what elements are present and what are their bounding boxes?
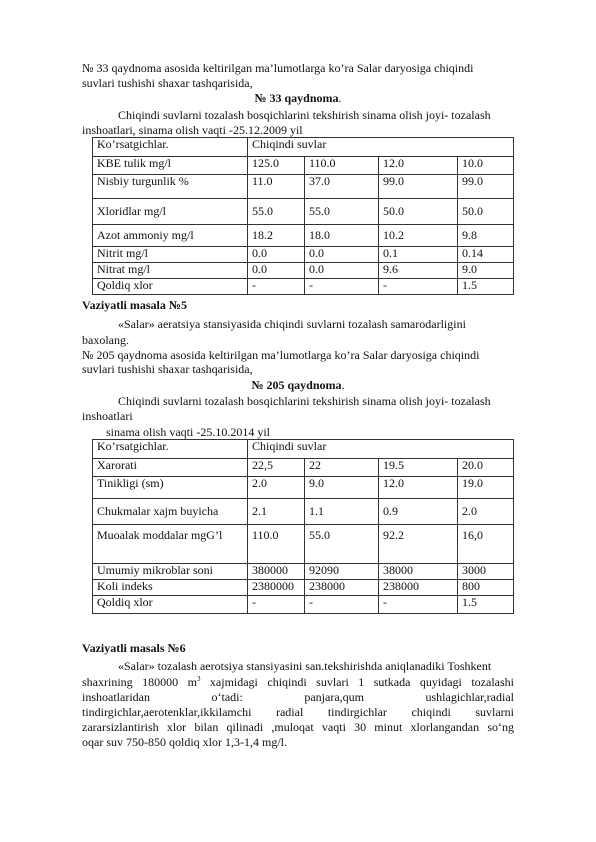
- table-row: [93, 157, 514, 175]
- table-cell: 9.8: [458, 225, 514, 247]
- table-cell: 19.5: [379, 459, 458, 477]
- table-cell: 16,0: [458, 525, 514, 564]
- section2-sub-line1: «Salar» aeratsiya stansiyasida chiqindi suvlarni tozalash samarodarligini: [118, 317, 466, 331]
- section2-desc-line1: Chiqindi suvlarni tozalash bosqichlarini tekshirish sinama olish joyi- tozalash: [118, 394, 491, 408]
- table-header-cell: Ko’rsatgichlar.: [93, 440, 248, 459]
- table-cell: Xloridlar mg/l: [93, 199, 248, 225]
- table-cell: 1.5: [458, 279, 514, 295]
- table-row: [93, 279, 514, 295]
- table-cell: -: [305, 279, 379, 295]
- table-cell: Nitrat mg/l: [93, 263, 248, 279]
- table-cell: 20.0: [458, 459, 514, 477]
- table-cell: -: [305, 596, 379, 614]
- table-cell: 11.0: [248, 175, 305, 199]
- table-cell: 380000: [248, 564, 305, 580]
- table-cell: 238000: [379, 580, 458, 596]
- table-row: [93, 247, 514, 263]
- section2-title-dot: .: [341, 378, 345, 392]
- table-row: [93, 225, 514, 247]
- table-cell: Nitrit mg/l: [93, 247, 248, 263]
- table-cell: 0.0: [305, 247, 379, 263]
- table-cell: 22: [305, 459, 379, 477]
- section3-line2-b: xajmidagi chiqindi suvlari 1 sutkada quyidagi tozalashi: [200, 675, 514, 689]
- table-header-row: [93, 440, 514, 459]
- table-row: [93, 564, 514, 580]
- table-cell: 55.0: [305, 199, 379, 225]
- table-cell: 1.1: [305, 499, 379, 525]
- section2-intro-line1: № 205 qaydnoma asosida keltirilgan ma’lumotlarga ko’ra Salar daryosiga chiqindi: [82, 348, 480, 362]
- section3-line6: oqar suv 750-850 qoldiq xlor 1,3-1,4 mg/l.: [82, 735, 287, 749]
- table-header-cell: Ko’rsatgichlar.: [93, 138, 248, 157]
- section3-line2-a: shaxrining 180000 m: [82, 675, 197, 689]
- table-cell: Azot ammoniy mg/l: [93, 225, 248, 247]
- table-cell: 2.0: [248, 477, 305, 499]
- table-cell: Xarorati: [93, 459, 248, 477]
- section1-title-text: № 33 qaydnoma: [254, 91, 339, 105]
- table-cell: 2380000: [248, 580, 305, 596]
- table-cell: Muoalak moddalar mgG’l: [93, 525, 248, 564]
- table-row: [93, 175, 514, 199]
- section2-desc-line3: sinama olish vaqti -25.10.2014 yil: [106, 425, 270, 439]
- table-cell: 12.0: [379, 157, 458, 175]
- section2-intro-line2: suvlari tushishi shaxar tashqarisida,: [82, 362, 253, 376]
- table-cell: KBE tulik mg/l: [93, 157, 248, 175]
- section1-desc-line2: inshoatlari, sinama olish vaqti -25.12.2009 yil: [82, 123, 303, 137]
- table-cell: 22,5: [248, 459, 305, 477]
- table-cell: 10.2: [379, 225, 458, 247]
- table-cell: 37.0: [305, 175, 379, 199]
- section2-table: [92, 439, 514, 614]
- superscript-exponent: 3: [196, 675, 201, 683]
- table-row: [93, 477, 514, 499]
- table-cell: -: [248, 596, 305, 614]
- section3-line4: tindirgichlar,aerotenklar,ikkilamchi radial tindirgichlar chiqindi suvlarni: [82, 705, 514, 719]
- table-cell: Nisbiy turgunlik %: [93, 175, 248, 199]
- table-cell: 2.1: [248, 499, 305, 525]
- section1-title: [0, 91, 596, 105]
- table-row: [93, 263, 514, 279]
- table-cell: 3000: [458, 564, 514, 580]
- section3-line1: «Salar» tozalash aerotsiya stansiyasini san.tekshirishda aniqlanadiki Toshkent: [118, 659, 492, 673]
- table-cell: 9.0: [305, 477, 379, 499]
- section1-table: [92, 137, 514, 295]
- table-cell: 238000: [305, 580, 379, 596]
- table-header-cell: Chiqindi suvlar: [248, 440, 514, 459]
- table-cell: 0.0: [248, 263, 305, 279]
- table-cell: -: [379, 279, 458, 295]
- table-cell: 110.0: [248, 525, 305, 564]
- table-cell: 92.2: [379, 525, 458, 564]
- table-cell: 99.0: [379, 175, 458, 199]
- table-cell: 110.0: [305, 157, 379, 175]
- section3-line5: zararsizlantirish xlor bilan qilinadi ,muloqat vaqti 30 minut xlorlangandan so‘ng: [82, 720, 514, 734]
- section1-intro-line2: suvlari tushishi shaxar tashqarisida,: [82, 76, 253, 90]
- table-cell: Tinikligi (sm): [93, 477, 248, 499]
- table-row: [93, 499, 514, 525]
- section3-line3: inshoatlaridan o‘tadi: panjara,qum ushlagichlar,radial: [82, 690, 514, 704]
- table-cell: 92090: [305, 564, 379, 580]
- section3-line2: [82, 675, 514, 689]
- table-cell: 125.0: [248, 157, 305, 175]
- table-cell: 10.0: [458, 157, 514, 175]
- table-header-cell: Chiqindi suvlar: [248, 138, 514, 157]
- table-cell: 50.0: [379, 199, 458, 225]
- section2-heading: Vaziyatli masala №5: [82, 298, 187, 312]
- table-cell: 9.6: [379, 263, 458, 279]
- section3-heading: Vaziyatli masals №6: [82, 641, 186, 655]
- table-cell: 50.0: [458, 199, 514, 225]
- table-cell: 18.0: [305, 225, 379, 247]
- table-cell: 19.0: [458, 477, 514, 499]
- table-row: [93, 199, 514, 225]
- table-cell: 12.0: [379, 477, 458, 499]
- table-cell: Qoldiq xlor: [93, 279, 248, 295]
- table-cell: 0.0: [305, 263, 379, 279]
- table-cell: 55.0: [305, 525, 379, 564]
- table-cell: 9.0: [458, 263, 514, 279]
- table-row: [93, 580, 514, 596]
- table-cell: 55.0: [248, 199, 305, 225]
- section2-sub-line2: baxolang.: [82, 333, 129, 347]
- section1-desc-line1: Chiqindi suvlarni tozalash bosqichlarini tekshirish sinama olish joyi- tozalash: [118, 108, 491, 122]
- section2-title-text: № 205 qaydnoma: [251, 378, 342, 392]
- section2-title: [0, 378, 596, 392]
- table-row: [93, 459, 514, 477]
- table-cell: 0.14: [458, 247, 514, 263]
- table-cell: 800: [458, 580, 514, 596]
- table-cell: -: [379, 596, 458, 614]
- table-cell: 99.0: [458, 175, 514, 199]
- table-cell: Qoldiq xlor: [93, 596, 248, 614]
- table-cell: 18.2: [248, 225, 305, 247]
- table-cell: 38000: [379, 564, 458, 580]
- table-cell: 0.0: [248, 247, 305, 263]
- table-cell: 1.5: [458, 596, 514, 614]
- table-row: [93, 525, 514, 564]
- table-cell: -: [248, 279, 305, 295]
- section1-intro-line1: № 33 qaydnoma asosida keltirilgan ma’lumotlarga ko’ra Salar daryosiga chiqindi: [82, 61, 474, 75]
- table-cell: Umumiy mikroblar soni: [93, 564, 248, 580]
- table-row: [93, 596, 514, 614]
- section2-desc-line2: inshoatlari: [82, 409, 133, 423]
- table-cell: Koli indeks: [93, 580, 248, 596]
- table-header-row: [93, 138, 514, 157]
- table-cell: 0.1: [379, 247, 458, 263]
- table-cell: 2.0: [458, 499, 514, 525]
- table-cell: Chukmalar xajm buyicha: [93, 499, 248, 525]
- table-cell: 0.9: [379, 499, 458, 525]
- section1-title-dot: .: [338, 91, 342, 105]
